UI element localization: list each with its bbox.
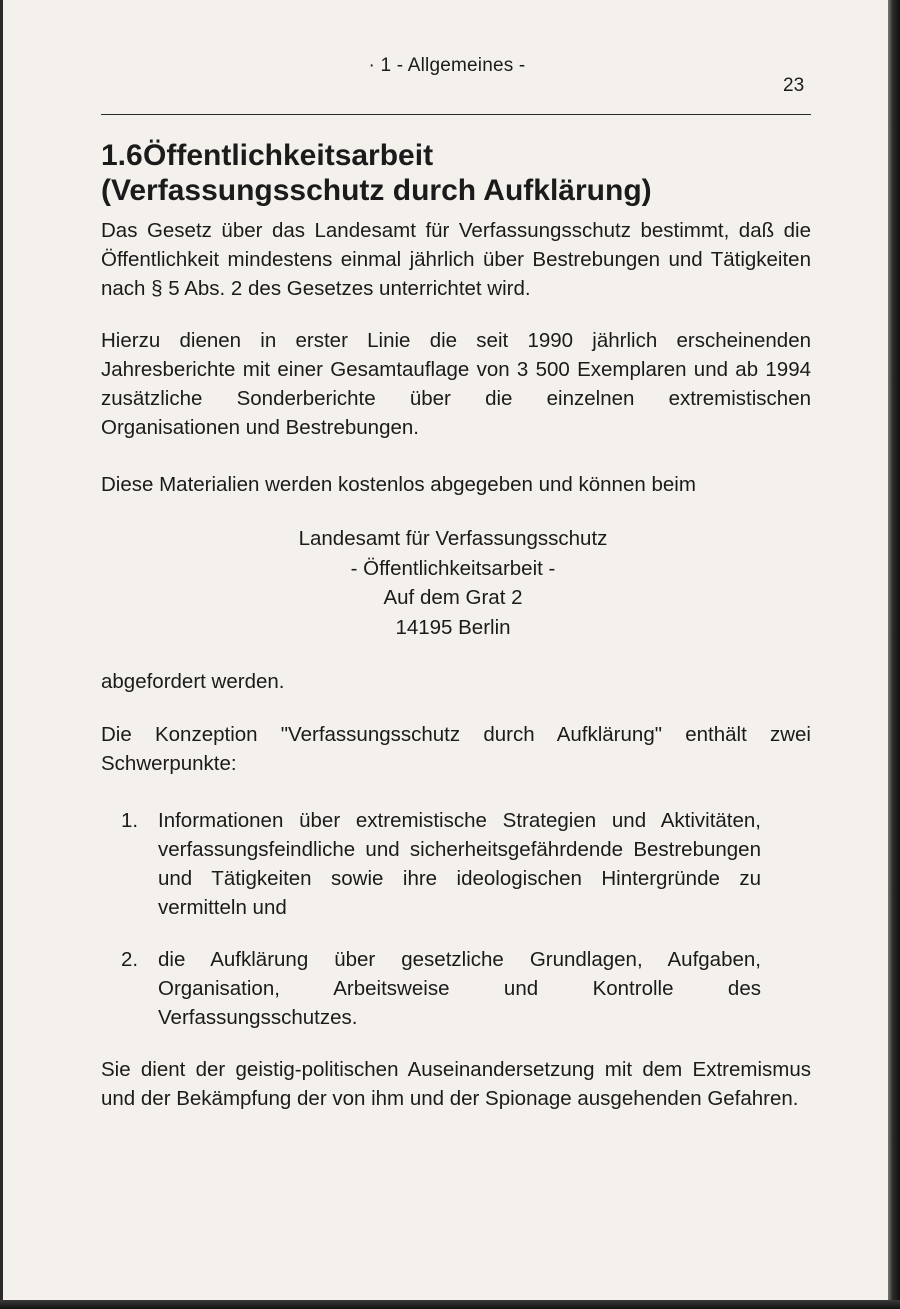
paragraph-legal-basis: Das Gesetz über das Landesamt für Verfassungsschutz bestimmt, daß die Öffentlichkeit mindestens einmal jährlich über Bestrebungen und Tätigkeiten nach § 5 Abs. 2 des Gesetzes unterrichtet wird. [101,219,811,300]
priority-list-1 [101,806,761,922]
list-item [101,945,761,1032]
address-line-street: Auf dem Grat 2 [383,586,523,609]
paragraph-concept: Die Konzeption "Verfassungsschutz durch Aufklärung" enthält zwei Schwerpunkte: [101,723,811,775]
page-number: 23 [783,75,805,96]
address-line-city: 14195 Berlin [395,615,511,639]
paragraph-materials: Diese Materialien werden kostenlos abgegeben und können beim [101,473,696,496]
section-title-line2: (Verfassungsschutz durch Aufklärung) [101,174,652,207]
section-title-line1: Öffentlichkeitsarbeit [143,139,434,172]
book-spine-edge [888,0,900,1309]
address-line-department: - Öffentlichkeitsarbeit - [350,556,556,580]
paragraph-purpose: Sie dient der geistig-politischen Auseinandersetzung mit dem Extremismus und der Bekämpfung der von ihm und der Spionage ausgehenden Gefahren. [101,1058,811,1110]
paragraph-reports: Hierzu dienen in erster Linie die seit 1990 jährlich erscheinenden Jahresberichte mit einer Gesamtauflage von 3 500 Exemplaren und ab 1994 zusätzliche Sonderberichte über die einzelnen extremistischen Organisationen und Bestrebungen. [101,329,811,439]
priority-list-2 [101,945,761,1032]
list-item-text: die Aufklärung über gesetzliche Grundlagen, Aufgaben, Organisation, Arbeitsweise und Kontrolle des Verfassungsschutzes. [158,948,761,1029]
list-item-text: Informationen über extremistische Strategien und Aktivitäten, verfassungsfeindliche und sicherheitsgefährdende Bestrebungen und Tätigkeiten sowie ihre ideologischen Hintergründe zu vermitteln und [158,809,761,919]
header-rule [101,114,811,115]
address-block [253,524,653,642]
running-head: · 1 - Allgemeines - [368,55,526,76]
list-marker: 1. [121,809,139,832]
section-title [101,138,811,208]
scan-bottom-edge [0,1300,900,1309]
paragraph-request: abgefordert werden. [101,670,285,693]
address-line-office: Landesamt für Verfassungsschutz [298,527,608,550]
section-number: 1.6 [101,139,143,172]
list-marker: 2. [121,948,139,971]
list-item [101,806,761,922]
